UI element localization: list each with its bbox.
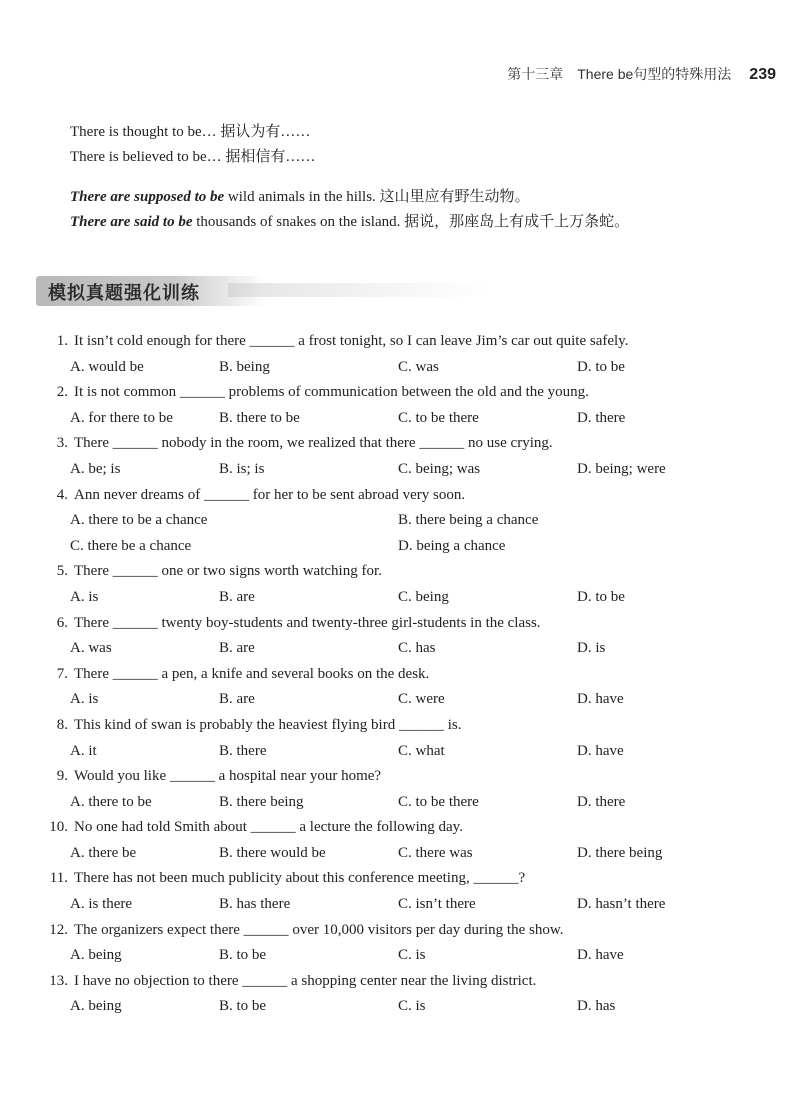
- phrase-item: There is believed to be… 据相信有……: [70, 149, 316, 165]
- section-banner: [36, 276, 266, 306]
- question-item: [36, 380, 776, 431]
- option-row: [36, 585, 776, 611]
- answer-option[interactable]: C. being; was: [398, 460, 481, 477]
- answer-option[interactable]: C. there be a chance: [70, 537, 192, 554]
- example-sentence: [70, 185, 770, 210]
- answer-option[interactable]: C. being: [398, 588, 449, 605]
- answer-option[interactable]: A. be; is: [70, 460, 121, 477]
- answer-option[interactable]: A. it: [70, 742, 97, 759]
- example-list: [70, 185, 770, 235]
- answer-option[interactable]: B. are: [219, 691, 255, 708]
- answer-option[interactable]: A. is: [70, 691, 99, 708]
- phrase-item: There is thought to be… 据认为有……: [70, 124, 311, 140]
- section-title: 模拟真题强化训练: [48, 283, 200, 304]
- option-row: [36, 994, 776, 1020]
- question-text: I have no objection to there ______ a shopping center near the living district.: [74, 972, 537, 989]
- question-item: [36, 483, 776, 560]
- question-item: [36, 866, 776, 917]
- option-row: [36, 943, 776, 969]
- answer-option[interactable]: D. being a chance: [398, 537, 506, 554]
- answer-option[interactable]: D. there being: [577, 844, 663, 861]
- question-number: 13.: [49, 972, 68, 989]
- answer-option[interactable]: B. being: [219, 358, 270, 375]
- question-item: [36, 662, 776, 713]
- question-item: [36, 764, 776, 815]
- question-list: [36, 329, 776, 1020]
- answer-option[interactable]: A. is there: [70, 896, 133, 913]
- example-rest: thousands of snakes on the island. 据说，那座岛上有成千上万条蛇。: [192, 214, 630, 230]
- question-number: 9.: [56, 768, 68, 785]
- question-number: 7.: [56, 665, 68, 682]
- answer-option[interactable]: A. there to be a chance: [70, 512, 208, 529]
- answer-option[interactable]: D. has: [577, 998, 616, 1015]
- question-stem: [36, 815, 776, 841]
- question-text: It is not common ______ problems of communication between the old and the young.: [74, 384, 589, 401]
- answer-option[interactable]: B. there to be: [219, 409, 300, 426]
- answer-option[interactable]: D. is: [577, 640, 606, 657]
- question-item: [36, 611, 776, 662]
- question-item: [36, 969, 776, 1020]
- answer-option[interactable]: C. were: [398, 691, 445, 708]
- answer-option[interactable]: C. is: [398, 998, 426, 1015]
- question-text: The organizers expect there ______ over 10,000 visitors per day during the show.: [74, 921, 564, 938]
- answer-option[interactable]: C. to be there: [398, 793, 479, 810]
- option-row: [36, 406, 776, 432]
- answer-option[interactable]: C. there was: [398, 844, 473, 861]
- answer-option[interactable]: C. was: [398, 358, 439, 375]
- answer-option[interactable]: D. to be: [577, 358, 625, 375]
- question-number: 1.: [56, 333, 68, 349]
- answer-option[interactable]: B. there being: [219, 793, 304, 810]
- answer-option[interactable]: B. has there: [219, 896, 291, 913]
- page-header: [507, 64, 776, 84]
- question-text: There ______ a pen, a knife and several books on the desk.: [74, 665, 430, 682]
- question-text: No one had told Smith about ______ a lecture the following day.: [74, 819, 463, 836]
- answer-option[interactable]: A. there be: [70, 844, 137, 861]
- question-number: 8.: [56, 716, 68, 733]
- answer-option[interactable]: D. hasn’t there: [577, 896, 666, 913]
- answer-option[interactable]: D. there: [577, 793, 626, 810]
- question-stem: [36, 662, 776, 688]
- question-number: 11.: [49, 870, 68, 887]
- option-row: [36, 355, 776, 381]
- question-number: 6.: [56, 614, 68, 631]
- question-text: This kind of swan is probably the heaviest flying bird ______ is.: [74, 716, 462, 733]
- answer-option[interactable]: C. to be there: [398, 409, 479, 426]
- answer-option[interactable]: D. to be: [577, 588, 625, 605]
- answer-option[interactable]: A. being: [70, 998, 122, 1015]
- answer-option[interactable]: A. would be: [70, 358, 144, 375]
- answer-option[interactable]: A. is: [70, 588, 99, 605]
- example-bold: There are supposed to be: [70, 189, 225, 205]
- question-item: [36, 713, 776, 764]
- question-text: There ______ nobody in the room, we realized that there ______ no use crying.: [74, 435, 553, 452]
- question-stem: [36, 380, 776, 406]
- answer-option[interactable]: A. being: [70, 947, 122, 964]
- answer-option[interactable]: B. to be: [219, 998, 267, 1015]
- option-row: [36, 790, 776, 816]
- question-number: 4.: [56, 486, 68, 503]
- option-row: [36, 841, 776, 867]
- example-bold: There are said to be: [70, 214, 193, 230]
- answer-option[interactable]: B. are: [219, 640, 255, 657]
- answer-option[interactable]: B. there being a chance: [398, 512, 539, 529]
- question-item: [36, 559, 776, 610]
- option-row: [36, 457, 776, 483]
- answer-option[interactable]: C. is: [398, 947, 426, 964]
- question-text: Ann never dreams of ______ for her to be sent abroad very soon.: [74, 486, 466, 503]
- question-text: It isn’t cold enough for there ______ a frost tonight, so I can leave Jim’s car out quite safely.: [74, 333, 629, 349]
- question-item: [36, 815, 776, 866]
- question-item: [36, 918, 776, 969]
- question-text: Would you like ______ a hospital near your home?: [74, 768, 382, 785]
- answer-option[interactable]: B. there would be: [219, 844, 326, 861]
- answer-option[interactable]: C. isn’t there: [398, 896, 476, 913]
- answer-option[interactable]: A. was: [70, 640, 112, 657]
- option-row: [36, 739, 776, 765]
- question-stem: [36, 969, 776, 995]
- question-stem: [36, 329, 776, 355]
- question-text: There has not been much publicity about this conference meeting, ______?: [74, 870, 526, 887]
- answer-option[interactable]: B. there: [219, 742, 267, 759]
- question-number: 3.: [56, 435, 68, 452]
- question-stem: [36, 764, 776, 790]
- question-number: 12.: [49, 921, 68, 938]
- answer-option[interactable]: B. is; is: [219, 460, 265, 477]
- answer-option[interactable]: C. what: [398, 742, 445, 759]
- answer-option[interactable]: A. for there to be: [70, 409, 173, 426]
- example-rest: wild animals in the hills. 这山里应有野生动物。: [224, 189, 530, 205]
- page-number: 239: [749, 66, 776, 83]
- question-number: 10.: [49, 819, 68, 836]
- question-number: 5.: [56, 563, 68, 580]
- option-row: [36, 892, 776, 918]
- option-row: [36, 636, 776, 662]
- chapter-title: 第十三章 There be句型的特殊用法: [507, 66, 732, 82]
- answer-option[interactable]: A. there to be: [70, 793, 152, 810]
- answer-option[interactable]: D. there: [577, 409, 626, 426]
- question-text: There ______ one or two signs worth watching for.: [74, 563, 382, 580]
- question-stem: [36, 866, 776, 892]
- question-stem: [36, 431, 776, 457]
- question-text: There ______ twenty boy-students and twenty-three girl-students in the class.: [74, 614, 541, 631]
- answer-option[interactable]: D. have: [577, 947, 624, 964]
- option-row: [36, 534, 776, 560]
- question-number: 2.: [56, 384, 68, 401]
- option-row: [36, 687, 776, 713]
- question-stem: [36, 483, 776, 509]
- option-row: [36, 508, 776, 534]
- question-stem: [36, 611, 776, 637]
- question-item: [36, 431, 776, 482]
- question-item: [36, 329, 776, 380]
- question-stem: [36, 918, 776, 944]
- answer-option[interactable]: D. being; were: [577, 460, 666, 477]
- example-sentence: [70, 210, 770, 235]
- answer-option[interactable]: D. have: [577, 691, 624, 708]
- question-stem: [36, 559, 776, 585]
- banner-fade-decoration: [228, 283, 488, 297]
- answer-option[interactable]: B. to be: [219, 947, 267, 964]
- answer-option[interactable]: D. have: [577, 742, 624, 759]
- answer-option[interactable]: B. are: [219, 588, 255, 605]
- answer-option[interactable]: C. has: [398, 640, 436, 657]
- phrase-list: [70, 120, 315, 170]
- question-stem: [36, 713, 776, 739]
